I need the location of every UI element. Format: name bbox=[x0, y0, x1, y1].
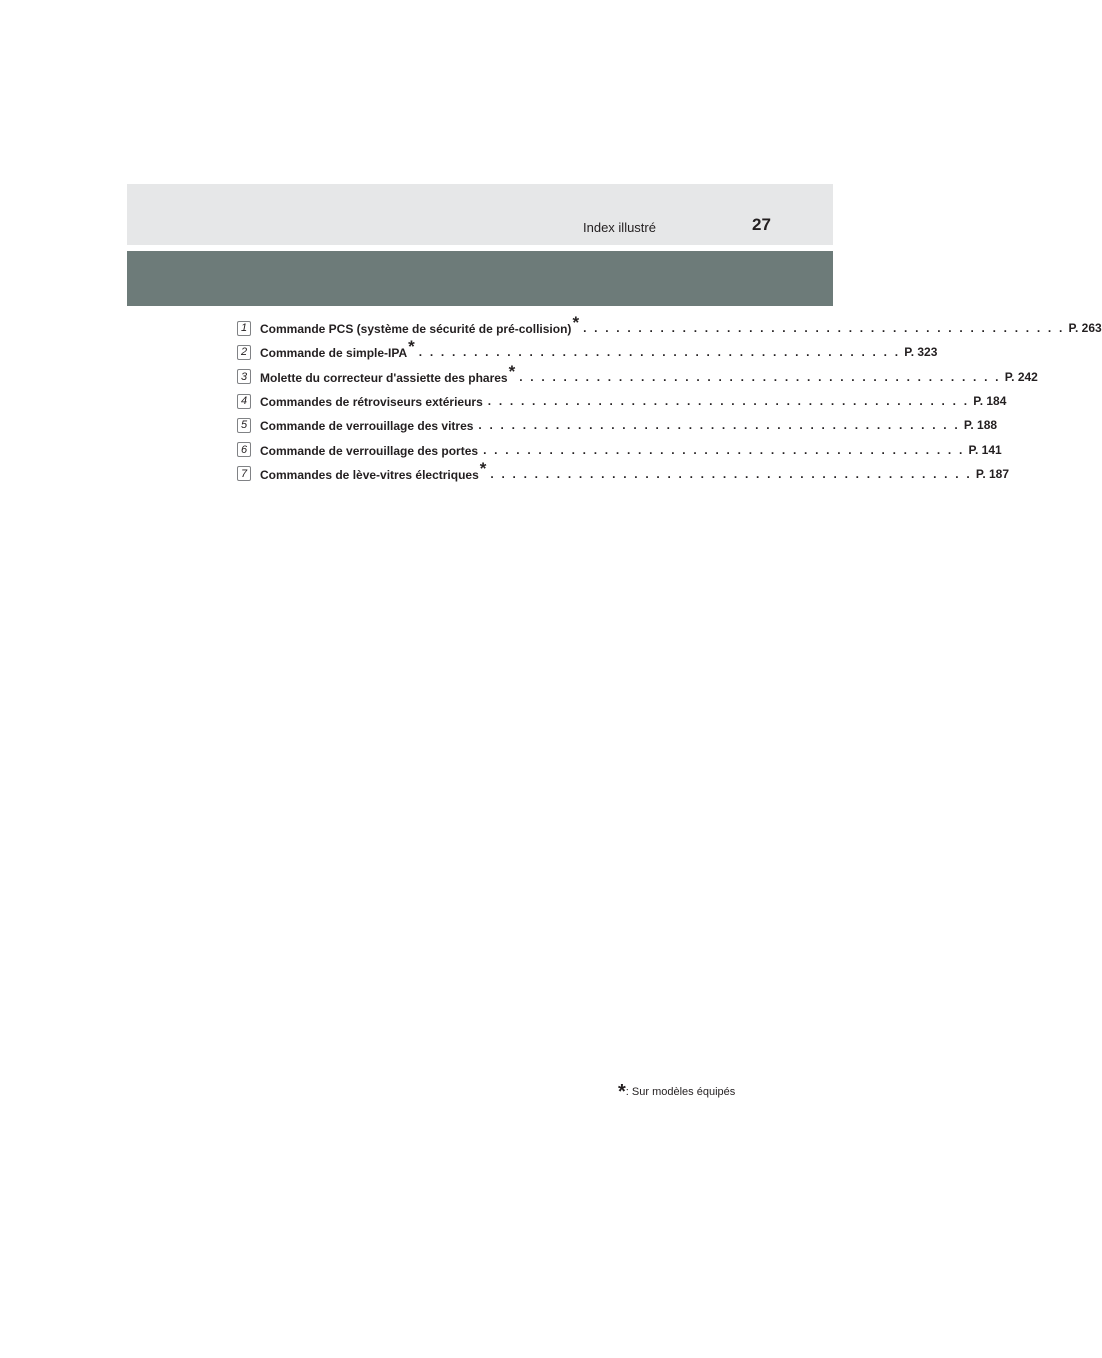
page-reference[interactable]: P. 242 bbox=[1004, 369, 1038, 384]
dot-leader: . . . . . . . . . . . . . . . . . . . . . . . . . . . . . . . . . . . . . . . . . . . . bbox=[519, 369, 1001, 384]
entry-label: Commande PCS (système de sécurité de pré-collision)* bbox=[260, 313, 580, 337]
equipment-asterisk: * bbox=[572, 313, 580, 333]
header-band bbox=[127, 184, 833, 245]
entry-label: Commandes de lève-vitres électriques* bbox=[260, 458, 487, 482]
item-number-badge: 6 bbox=[237, 442, 251, 457]
item-number-badge: 3 bbox=[237, 369, 251, 384]
footnote-text: : Sur modèles équipés bbox=[625, 1086, 736, 1098]
section-banner bbox=[127, 251, 833, 306]
page-reference[interactable]: P. 184 bbox=[973, 394, 1007, 409]
dot-leader: . . . . . . . . . . . . . . . . . . . . . . . . . . . . . . . . . . . . . . . . . . . . bbox=[478, 418, 960, 433]
page-number: 27 bbox=[752, 215, 771, 234]
index-entry[interactable] bbox=[237, 313, 1102, 340]
dot-leader: . . . . . . . . . . . . . . . . . . . . . . . . . . . . . . . . . . . . . . . . . . . . bbox=[490, 466, 972, 481]
page-reference[interactable]: P. 187 bbox=[975, 466, 1010, 481]
page-reference[interactable]: P. 188 bbox=[963, 418, 998, 433]
entry-label: Commandes de rétroviseurs extérieurs bbox=[260, 395, 483, 410]
footnote-asterisk: * bbox=[618, 1081, 626, 1103]
index-entry[interactable] bbox=[237, 413, 998, 437]
dot-leader: . . . . . . . . . . . . . . . . . . . . . . . . . . . . . . . . . . . . . . . . . . . . bbox=[418, 345, 901, 360]
dot-leader: . . . . . . . . . . . . . . . . . . . . . . . . . . . . . . . . . . . . . . . . . . . . bbox=[483, 442, 965, 457]
entry-label: Molette du correcteur d'assiette des phares* bbox=[260, 361, 516, 385]
page-reference[interactable]: P. 323 bbox=[904, 345, 938, 360]
item-number-badge: 4 bbox=[237, 394, 251, 409]
equipment-asterisk: * bbox=[408, 337, 415, 357]
equipment-asterisk: * bbox=[479, 458, 487, 478]
item-number-badge: 7 bbox=[237, 466, 251, 481]
dot-leader: . . . . . . . . . . . . . . . . . . . . . . . . . . . . . . . . . . . . . . . . . . . . bbox=[487, 394, 970, 409]
equipment-asterisk: * bbox=[508, 361, 516, 381]
page-reference[interactable]: P. 263 bbox=[1068, 321, 1102, 336]
footnote bbox=[618, 1078, 735, 1101]
index-entry[interactable] bbox=[237, 361, 1038, 389]
dot-leader: . . . . . . . . . . . . . . . . . . . . . . . . . . . . . . . . . . . . . . . . . . . . bbox=[583, 321, 1065, 336]
entry-label: Commande de verrouillage des portes bbox=[260, 443, 479, 458]
item-number-badge: 2 bbox=[237, 345, 251, 360]
item-number-badge: 5 bbox=[237, 418, 251, 433]
section-title: Index illustré bbox=[583, 220, 656, 235]
index-entry[interactable] bbox=[237, 337, 938, 364]
index-list bbox=[237, 313, 1102, 486]
page-reference[interactable]: P. 141 bbox=[968, 442, 1002, 457]
item-number-badge: 1 bbox=[237, 321, 251, 336]
index-entry[interactable] bbox=[237, 389, 1007, 413]
index-entry[interactable] bbox=[237, 458, 1010, 486]
entry-label: Commande de verrouillage des vitres bbox=[260, 419, 474, 434]
entry-label: Commande de simple-IPA* bbox=[260, 337, 415, 361]
